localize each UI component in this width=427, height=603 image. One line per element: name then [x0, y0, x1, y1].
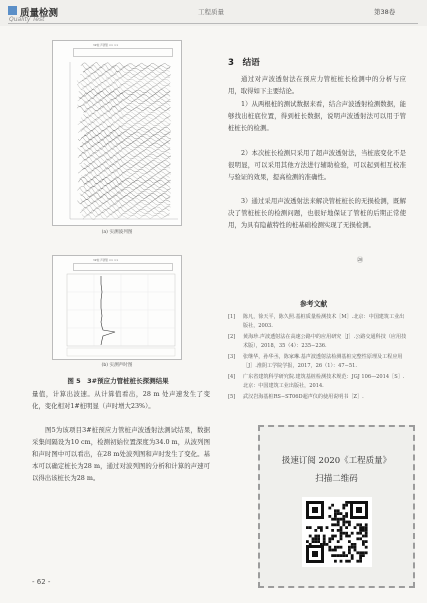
figure-panel-time [52, 255, 182, 360]
journal-logo-icon [8, 6, 17, 15]
ad-scan-prompt: 扫描二维码 [315, 474, 358, 484]
panel-b-meta-box [73, 263, 173, 271]
ad-headline: 扱速订阅 2020《工程质量》 [281, 456, 392, 466]
subcaption-a: (a) 实测波列图 [101, 230, 133, 235]
journal-title: 工程质量 [198, 8, 224, 16]
wave-train-plot [53, 59, 183, 226]
panel-a-meta-box [73, 48, 173, 57]
reference-item [228, 333, 408, 350]
header-rule [8, 23, 418, 24]
end-mark: ⑳ [357, 257, 364, 264]
reference-number: [2] [228, 334, 236, 340]
reference-item [228, 313, 408, 330]
left-paragraph-1: 量值，计算出波速。从计算值看出，28 m 处声速发生了变化，变化相对1#桩明显（声时增大23%）。 [32, 390, 210, 410]
reference-text: 广东省建筑科学研究院.建筑基桩检测技术规范：JGJ 106—2014［S］.北京：中国建筑工业出版社，2014. [243, 374, 405, 389]
conclusion-intro: 通过对声波透射法在预应力管桩桩长检测中的分析与应用，取得如下主要结论。 [228, 75, 406, 95]
reference-number: [5] [228, 394, 236, 400]
reference-text: 武汉岩海基桩RS−ST06D超声仪的使用说明书［Z］. [243, 394, 364, 400]
reference-item [228, 353, 408, 370]
panel-a-title: 3#桩 声测管 ×× ×× [93, 44, 119, 47]
figure-caption: 图 5 3#预应力管桩桩长探测结果 [67, 377, 169, 385]
volume-label: 第38卷 [374, 8, 396, 16]
panel-b-title: 3#桩 声测管 ×× ×× [93, 259, 119, 262]
reference-number: [1] [228, 314, 236, 320]
figure-panel-wave [52, 40, 182, 226]
reference-number: [4] [228, 374, 236, 380]
conclusion-point-3: 3）通过采用声波透射法来解决管桩桩长的无损检测，既解决了管桩桩长的检测问题，也很好地保证了管桩的后期正常使用，为具有隐蔽特性的桩基础检测实现了无损检测。 [228, 197, 406, 229]
references-heading: 参考文献 [300, 300, 328, 308]
qr-code-icon[interactable] [302, 497, 372, 567]
journal-section-label: 质量检测 [20, 8, 59, 19]
left-paragraph-2: 图5为该项目3#桩预应力管桩声波透射法测试结果，数据采集间隔设为10 cm，检测初始位置深度为34.0 m，从波列图和声时图中可以看出，在28 m处波列图和声时发生了变化。基本可以确定桩长为28 m，通过对波列图的分析和计算的声速可以得出该桩长为28 m。 [32, 426, 210, 482]
reference-number: [3] [228, 354, 236, 360]
reference-text: 黄海珍.声波透射法在高速公路中的应用研究［J］.公路交通科技（应用技术版），2018，35（4）：235−236. [243, 334, 407, 349]
section-heading: 3 结语 [228, 58, 260, 68]
page-number: - 62 - [32, 578, 51, 586]
conclusion-point-2: 2）本次桩长检测只采用了超声波透射法，当桩底变化不是很明显，可以采用其他方法进行辅助检验，可以起到相互校准与验证的效果，提高检测的准确性。 [228, 149, 406, 181]
subcaption-b: (b) 实测声时图 [101, 363, 133, 368]
reference-text: 张继华，孙华丞，陈家琳.基声波透射法检测基桩完整性原理及工程应用［J］.淮阴工学院学报，2017，26（1）：47−51. [243, 354, 403, 369]
subscription-ad [258, 425, 415, 588]
reference-item [228, 373, 408, 390]
reference-text: 陈凡，徐天平，陈久照.基桩质量检测技术［M］.北京：中国建筑工业出版社，2003. [243, 314, 405, 329]
reference-item [228, 393, 408, 402]
journal-section-label-en: Quality Test [9, 16, 45, 23]
conclusion-point-1: 1）从两根桩的测试数据来看，结合声波透射检测数据，能够找出桩底位置，得到桩长数据，说明声波透射法可以用于管桩桩长的检测。 [228, 100, 406, 132]
time-depth-plot [53, 272, 183, 360]
